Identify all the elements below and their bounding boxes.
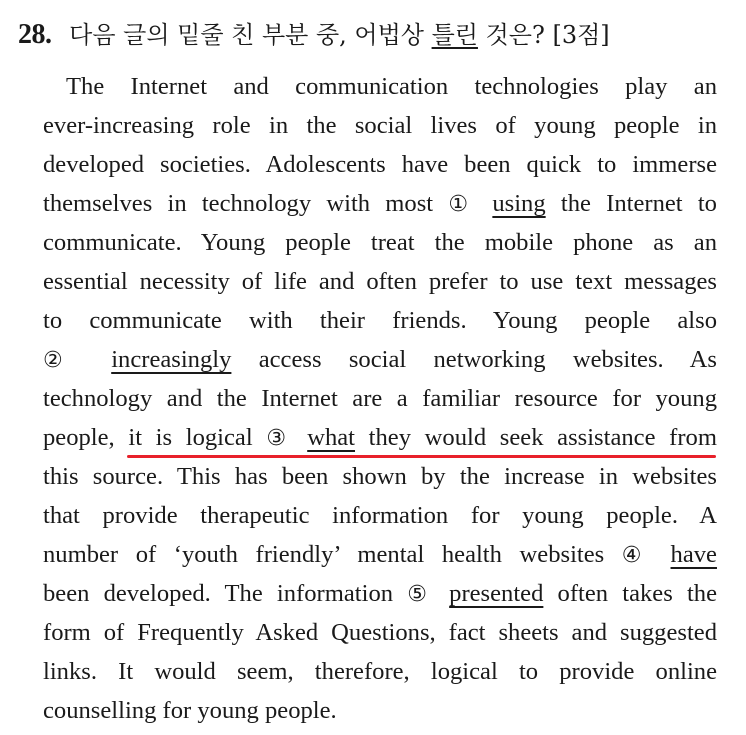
question-prompt: 다음 글의 밑줄 친 부분 중, 어법상 [69,21,424,49]
question-header [18,18,610,52]
question-number: 28. [18,19,52,50]
passage-line [43,184,717,223]
passage-line: The Internet and communication technologies play an [66,73,717,100]
line-text: been developed. The information [43,580,394,607]
passage-line [43,340,717,379]
question-suffix: 것은? [3점] [485,21,610,49]
red-annotation-underline [127,455,716,458]
passage-line [43,535,717,574]
choice-4-underlined: have [670,541,717,568]
line-text: themselves in technology with most [43,190,434,217]
passage-line: technology and the Internet are a familiar resource for young [43,385,717,412]
choice-marker-5: ⑤ [407,582,435,607]
passage [43,67,717,730]
line-text: they would seek assistance from [368,424,717,451]
passage-line: developed societies. Adolescents have been quick to immerse [43,151,717,178]
choice-5-underlined: presented [449,580,544,607]
line-text: number of ‘youth friendly’ mental health websites [43,541,605,568]
question-keyword: 틀린 [431,21,478,49]
choice-marker-1: ① [448,192,478,217]
passage-line: form of Frequently Asked Questions, fact sheets and suggested [43,619,717,646]
passage-line: to communicate with their friends. Young people also [43,307,717,334]
passage-line: ever-increasing role in the social lives of young people in [43,112,717,139]
line-text: access social networking websites. As [258,346,717,373]
choice-marker-2: ② [43,348,84,373]
passage-line: counselling for young people. [43,697,337,724]
choice-marker-3: ③ [266,426,294,451]
passage-line: links. It would seem, therefore, logical to provide online [43,658,717,685]
passage-line [43,418,717,457]
choice-1-underlined: using [492,190,546,217]
choice-3-underlined: what [307,424,356,451]
passage-line: essential necessity of life and often prefer to use text messages [43,268,717,295]
passage-line: communicate. Young people treat the mobile phone as an [43,229,717,256]
line-text: often takes the [557,580,717,607]
passage-line: this source. This has been shown by the increase in websites [43,463,717,490]
line-text: the Internet to [560,190,717,217]
choice-2-underlined: increasingly [111,346,232,373]
choice-marker-4: ④ [621,543,653,568]
line-text: people, it is logical [43,424,253,451]
passage-line [43,574,717,613]
passage-line: that provide therapeutic information for young people. A [43,502,717,529]
